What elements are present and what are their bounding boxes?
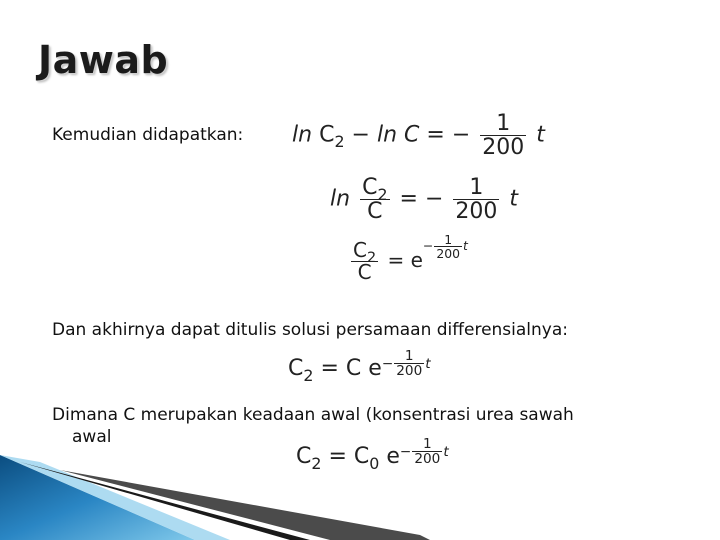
eq5-one: 1 (412, 437, 442, 452)
eq2-fraction (453, 176, 499, 223)
eq2-c2: C (362, 175, 378, 200)
eq2-equals: = − (399, 186, 444, 212)
eq5-e: e (386, 444, 400, 469)
eq5-t: t (443, 443, 449, 460)
intro-text: Kemudian didapatkan: (52, 125, 244, 145)
eq5-neg: − (399, 443, 412, 460)
eq5-200: 200 (414, 450, 441, 467)
initial-condition-line1: Dimana C merupakan keadaan awal (konsentrasi urea sawah (52, 405, 574, 425)
eq1-den: 200 (482, 135, 525, 161)
eq4-one: 1 (394, 349, 424, 364)
eq1-num: 1 (480, 112, 526, 136)
eq1-equals: = − (426, 122, 471, 148)
eq3-equals: = (387, 248, 405, 273)
eq1-minus: − (351, 122, 370, 148)
equation-4 (288, 347, 431, 386)
eq4-neg: − (381, 355, 394, 372)
eq3-200: 200 (436, 246, 460, 262)
initial-condition-text (52, 404, 574, 448)
eq2-200: 200 (455, 199, 498, 225)
eq3-sub: 2 (366, 250, 377, 267)
eq5-sub: 2 (311, 453, 322, 473)
eq2-den: C (367, 199, 383, 225)
eq1-c2: C (404, 122, 420, 148)
eq3-t: t (462, 238, 468, 254)
eq3-c2: C (353, 238, 367, 262)
eq2-t: t (509, 186, 519, 212)
eq5-exponent (400, 437, 449, 467)
eq2-ln: ln (330, 186, 351, 212)
eq2-sub: 2 (377, 184, 388, 204)
eq3-num (351, 238, 378, 267)
eq4-e: e (368, 356, 382, 381)
eq5-exp-fraction (412, 437, 442, 467)
eq4-equals: = (320, 356, 339, 381)
eq2-num (360, 175, 389, 204)
eq3-e: e (410, 248, 423, 273)
eq5-equals: = (328, 444, 347, 469)
eq4-t: t (425, 355, 431, 372)
equation-2 (330, 176, 518, 223)
eq4-exponent (382, 349, 431, 379)
slide-title: Jawab (38, 38, 169, 82)
initial-condition-line2: awal (72, 427, 112, 447)
eq5-sub0: 0 (369, 453, 380, 473)
eq1-t: t (536, 122, 545, 148)
equation-5 (296, 435, 449, 474)
eq4-c2: C (288, 356, 304, 381)
eq3-fraction-c (351, 240, 378, 283)
eq3-neg: − (422, 238, 434, 254)
solution-text: Dan akhirnya dapat ditulis solusi persamaan differensialnya: (52, 320, 569, 340)
eq3-exp-fraction (434, 233, 462, 260)
eq4-c: C (345, 356, 362, 381)
equation-3 (348, 232, 468, 285)
eq4-200: 200 (396, 362, 423, 379)
eq1-sub: 2 (334, 132, 345, 152)
eq4-sub: 2 (303, 365, 314, 385)
eq2-one: 1 (453, 176, 499, 200)
eq5-c2: C (296, 444, 312, 469)
eq4-exp-fraction (394, 349, 424, 379)
equation-1 (292, 112, 545, 159)
eq5-c0: C (353, 444, 370, 469)
eq2-fraction-c (360, 176, 389, 223)
eq3-den: C (357, 260, 372, 285)
eq1-ln: ln (292, 122, 313, 148)
eq1-ln2: ln (376, 122, 398, 148)
eq1-c: C (319, 122, 335, 148)
eq3-exponent (423, 233, 468, 260)
eq1-fraction (480, 112, 526, 159)
eq3-one: 1 (434, 233, 462, 247)
